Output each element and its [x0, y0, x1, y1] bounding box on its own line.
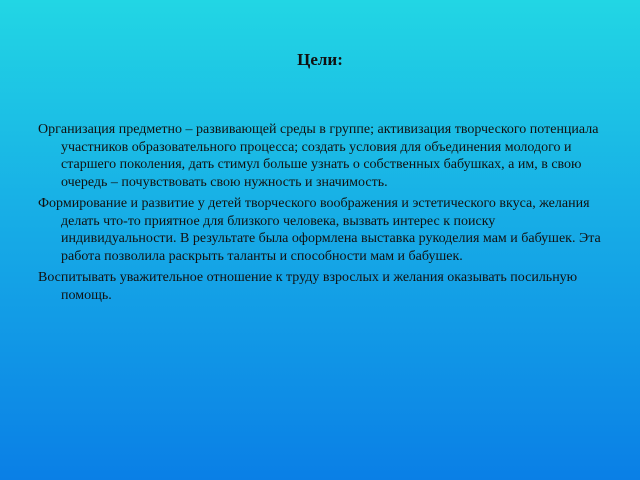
goals-list	[38, 121, 604, 308]
goal-item: Формирование и развитие у детей творческого воображения и эстетического вкуса, желания делать что-то приятное для близкого человека, вызвать интерес к поиску индивидуальности. В результате была оформлена выставка рукоделия мам и бабушек. Эта работа позволила раскрыть таланты и способности мам и бабушек.	[38, 196, 601, 264]
goal-item: Воспитывать уважительное отношение к труду взрослых и желания оказывать посильную помощь.	[38, 270, 578, 303]
goal-item: Организация предметно – развивающей среды в группе; активизация творческого потенциала участников образовательного процесса; создать условия для объединения молодого и старшего поколения, дать стимул больше узнать о собственных бабушках, а им, в свою очередь – почувствовать свою нужность и значимость.	[38, 122, 599, 190]
slide-title: Цели:	[297, 50, 343, 69]
